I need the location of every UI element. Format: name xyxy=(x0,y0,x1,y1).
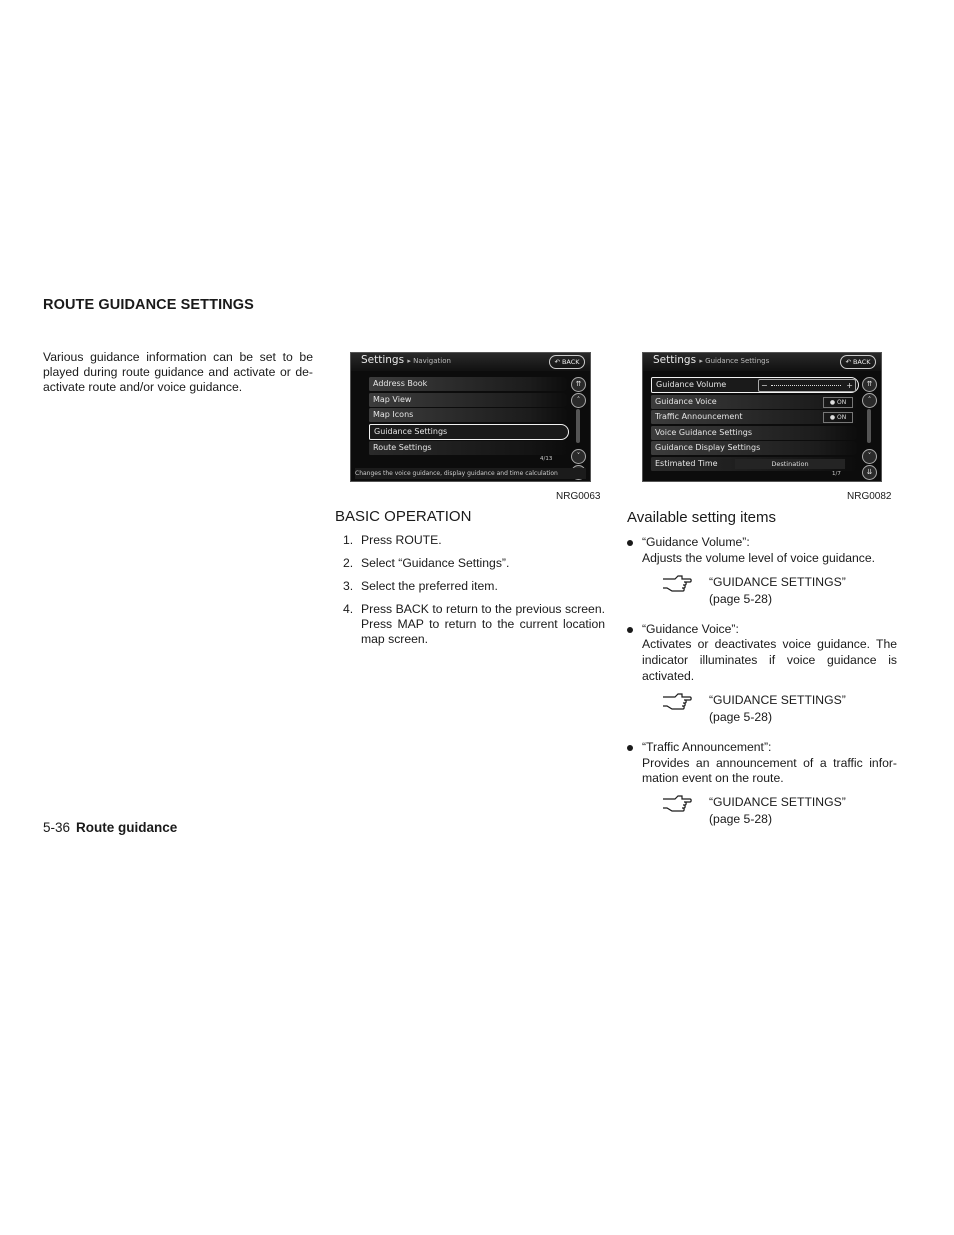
scroll-rail xyxy=(859,375,879,475)
menu-item-guidance-settings: Guidance Settings xyxy=(369,424,569,440)
setting-traffic-announcement: Traffic Announcement ● ON xyxy=(651,410,859,424)
volume-slider xyxy=(758,379,856,392)
basic-operation-steps xyxy=(343,533,605,655)
intro-paragraph: Various guidance information can be set to be played during route guidance and activate or de-activate route and/or voice guidance. xyxy=(43,350,313,395)
item-name: “Guidance Voice”: xyxy=(642,621,739,636)
setting-item-guidance-volume xyxy=(627,535,897,608)
pointing-hand-icon xyxy=(662,794,692,814)
scrollbar-track xyxy=(576,409,580,443)
setting-guidance-volume: Guidance Volume − + xyxy=(651,377,859,393)
page-footer xyxy=(43,820,177,835)
bullet-icon xyxy=(627,627,633,633)
settings-list xyxy=(651,377,859,473)
screen-title: Settings xyxy=(653,354,697,366)
scroll-down-icon: ˅ xyxy=(571,449,586,464)
bullet-icon xyxy=(627,745,633,751)
menu-item-route-settings: Route Settings xyxy=(369,441,569,455)
back-button: ↶ BACK xyxy=(549,355,585,369)
pointing-hand-icon xyxy=(662,574,692,594)
figure-navigation-settings-screen xyxy=(350,352,591,482)
scroll-down-icon: ˅ xyxy=(862,449,877,464)
setting-item-traffic-announcement xyxy=(627,740,897,828)
guidance-voice-indicator: ● ON xyxy=(823,397,853,408)
page-up-icon: ⇈ xyxy=(571,377,586,392)
menu-item-address-book: Address Book xyxy=(369,377,569,391)
page-indicator: 1/7 xyxy=(832,471,841,477)
setting-item-guidance-voice xyxy=(627,622,897,726)
item-description: Adjusts the volume level of voice guidance. xyxy=(642,550,876,565)
estimated-time-value: Destination xyxy=(735,459,845,469)
cross-reference: “GUIDANCE SETTINGS” (page 5-28) xyxy=(642,794,897,828)
back-button: ↶ BACK xyxy=(840,355,876,369)
screen-title: Settings xyxy=(361,354,405,366)
page-indicator: 4/13 xyxy=(540,456,553,462)
page-down-icon: ⇊ xyxy=(862,465,877,480)
menu-item-map-icons: Map Icons xyxy=(369,408,569,422)
traffic-announcement-indicator: ● ON xyxy=(823,412,853,423)
scrollbar-track xyxy=(867,409,871,443)
menu-item-map-view: Map View xyxy=(369,393,569,407)
screen-breadcrumb: ▸ Guidance Settings xyxy=(699,357,770,365)
available-items-list xyxy=(627,535,897,838)
scroll-up-icon: ˄ xyxy=(571,393,586,408)
screen-header xyxy=(351,353,590,371)
section-title: ROUTE GUIDANCE SETTINGS xyxy=(43,297,254,313)
screen-breadcrumb: ▸ Navigation xyxy=(407,357,451,365)
step-item: 3. Select the preferred item. xyxy=(343,579,498,593)
step-item: 2. Select “Guidance Settings”. xyxy=(343,556,510,570)
basic-operation-heading: BASIC OPERATION xyxy=(335,508,472,525)
volume-minus-icon: − xyxy=(761,381,768,390)
item-description: Provides an announcement of a traffic infor-mation event on the route. xyxy=(642,755,897,786)
pointing-hand-icon xyxy=(662,692,692,712)
item-name: “Traffic Announcement”: xyxy=(642,739,772,754)
screen-footer-hint: Changes the voice guidance, display guidance and time calculation xyxy=(355,468,586,479)
bullet-icon xyxy=(627,540,633,546)
figure-code-2: NRG0082 xyxy=(847,491,892,502)
setting-estimated-time: Estimated Time Destination xyxy=(651,457,859,471)
menu-list xyxy=(369,377,569,457)
setting-guidance-display-settings: Guidance Display Settings xyxy=(651,441,859,455)
chapter-name: Route guidance xyxy=(76,820,178,835)
page-number: 5-36 xyxy=(43,820,71,835)
figure-code-1: NRG0063 xyxy=(556,491,601,502)
step-item: 1. Press ROUTE. xyxy=(343,533,442,547)
page-up-icon: ⇈ xyxy=(862,377,877,392)
step-item: 4. Press BACK to return to the previous screen. Press MAP to return to the current location map screen. xyxy=(343,602,605,647)
cross-reference: “GUIDANCE SETTINGS” (page 5-28) xyxy=(642,692,897,726)
screen-header xyxy=(643,353,881,371)
item-description: Activates or deactivates voice guidance. The indicator illuminates if voice guidance is activated. xyxy=(642,637,897,683)
available-items-heading: Available setting items xyxy=(627,509,776,526)
setting-voice-guidance-settings: Voice Guidance Settings xyxy=(651,426,859,440)
scroll-rail xyxy=(568,375,588,475)
cross-reference: “GUIDANCE SETTINGS” (page 5-28) xyxy=(642,574,897,608)
volume-plus-icon: + xyxy=(846,381,853,390)
setting-guidance-voice: Guidance Voice ● ON xyxy=(651,395,859,409)
figure-guidance-settings-screen xyxy=(642,352,882,482)
scroll-up-icon: ˄ xyxy=(862,393,877,408)
item-name: “Guidance Volume”: xyxy=(642,535,750,549)
